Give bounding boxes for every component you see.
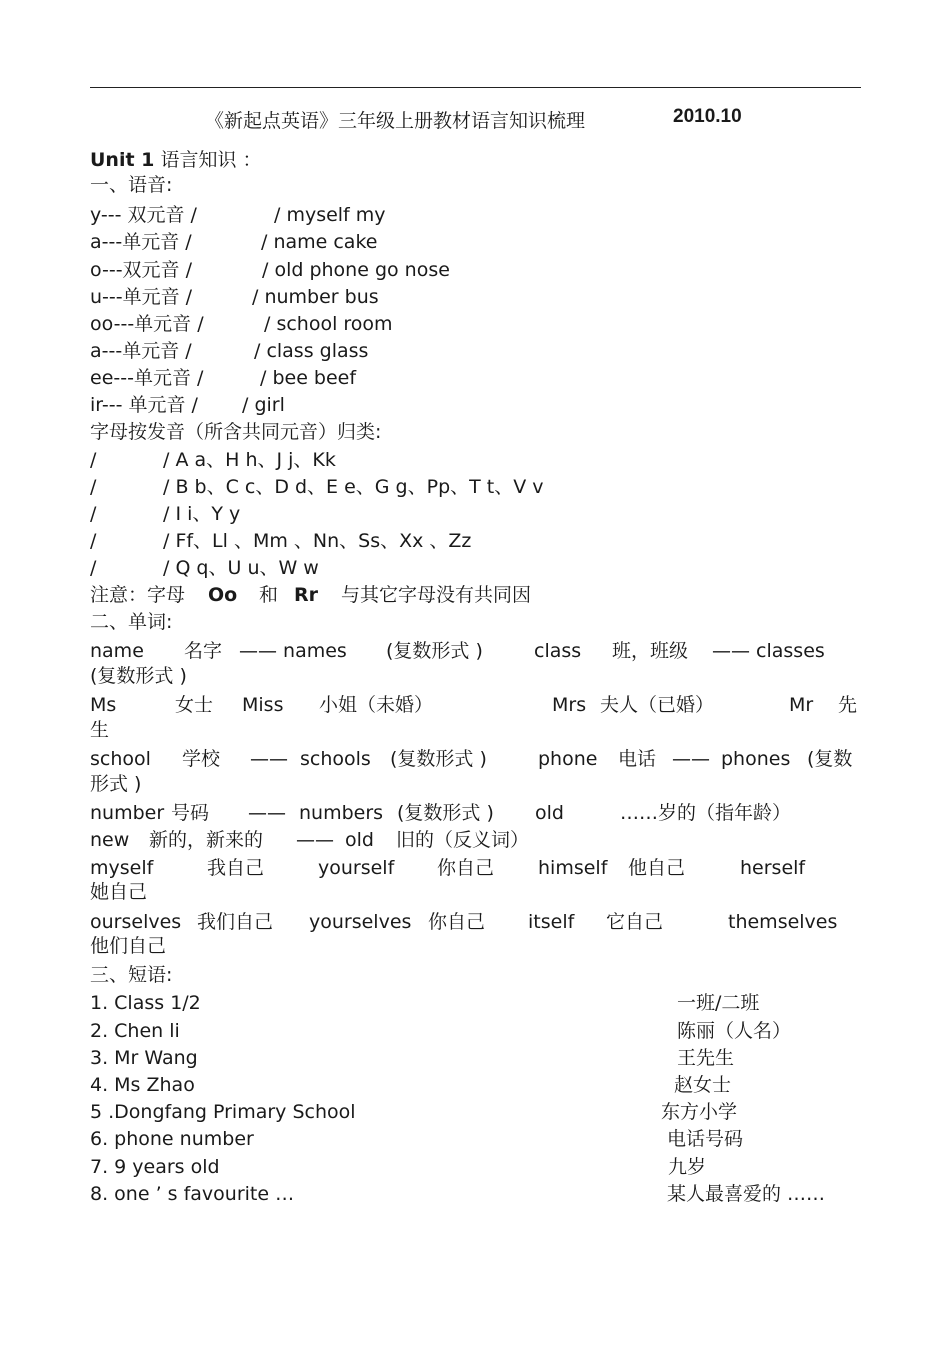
phonics-row-words: / myself my (274, 204, 386, 226)
word-meaning: 我自己 (207, 857, 265, 879)
word-meaning: 它自己 (606, 911, 664, 933)
word-meaning: 班，班级 (612, 640, 689, 662)
word-meaning: 你自己 (437, 857, 495, 879)
phonics-row-words: / girl (242, 394, 285, 416)
words-heading: 二、单词: (90, 611, 173, 633)
word: phone (538, 748, 598, 770)
word-plural: numbers (299, 802, 384, 824)
word-line (90, 639, 861, 663)
word-plural: schools (300, 748, 371, 770)
dash: —— (296, 829, 334, 851)
title-date: 2010.10 (673, 106, 742, 127)
phonics-note (90, 583, 790, 607)
phrase-english: 4. Ms Zhao (90, 1074, 195, 1096)
letter-group-letters: / Ff、Ll 、Mm 、Nn、Ss、Xx 、Zz (163, 530, 472, 552)
word: old (535, 802, 564, 824)
unit-suffix: 语言知识 ： (160, 149, 262, 171)
letter-group (90, 475, 790, 499)
letter-group (90, 556, 790, 580)
letter-group-letters: / Q q、U u、W w (163, 557, 319, 579)
letter-group-letters: / A a、H h、J j、Kk (163, 449, 336, 471)
phrase-english: 1. Class 1/2 (90, 992, 201, 1014)
phrase-english: 8. one ’ s favourite … (90, 1183, 295, 1205)
note-letter-rr: Rr (294, 584, 319, 606)
word: Mrs (552, 694, 587, 716)
phonics-row-sound: o---双元音 / (90, 259, 192, 281)
word: number (90, 802, 165, 824)
slash-mark: / (90, 557, 97, 579)
phonics-row-sound: u---单元音 / (90, 286, 193, 308)
letter-group (90, 502, 790, 526)
word-plural: phones (721, 748, 791, 770)
word-meaning: 新的，新来的 (149, 829, 264, 851)
word-plural: —— names (239, 640, 347, 662)
word-note: (复数形式 ) (386, 640, 483, 662)
note-rest: 与其它字母没有共同因 (341, 584, 532, 606)
word-meaning: ……岁的（指年龄） (620, 802, 792, 824)
word-line-cont: 形式 ) (90, 773, 142, 795)
phonics-row-sound: a---单元音 / (90, 231, 192, 253)
phonics-row (90, 366, 790, 390)
word: yourself (318, 857, 395, 879)
word-line-cont: 他们自己 (90, 935, 167, 957)
word-meaning: 他自己 (628, 857, 686, 879)
phonics-row-words: / class glass (254, 340, 369, 362)
word-line (90, 910, 861, 934)
letter-group (90, 529, 790, 553)
phrase-chinese: 东方小学 (661, 1101, 738, 1123)
header-rule (90, 87, 861, 88)
phonics-row-words: / number bus (252, 286, 379, 308)
phonics-row-words: / name cake (261, 231, 378, 253)
word: itself (528, 911, 575, 933)
slash-mark: / (90, 503, 97, 525)
word-meaning: 先 (838, 694, 858, 716)
word: himself (538, 857, 608, 879)
word-meaning: 旧的（反义词） (396, 829, 530, 851)
word-meaning: 学校 (182, 748, 221, 770)
word-line (90, 856, 861, 880)
phrases-heading: 三、短语: (90, 964, 173, 986)
word-note: (复数 (807, 748, 853, 770)
word: name (90, 640, 144, 662)
phrase-chinese: 陈丽（人名） (677, 1020, 792, 1042)
word: class (534, 640, 582, 662)
word-line (90, 801, 861, 825)
phonics-row (90, 230, 790, 254)
note-text: 注意：字母 (90, 584, 186, 606)
word: Mr (789, 694, 814, 716)
word-meaning: 你自己 (428, 911, 486, 933)
word-line-cont: 她自己 (90, 881, 148, 903)
letter-group (90, 448, 790, 472)
phonics-row-sound: a---单元音 / (90, 340, 192, 362)
phonics-row (90, 285, 790, 309)
word-meaning: 名字 (184, 640, 223, 662)
word: herself (740, 857, 806, 879)
word: school (90, 748, 151, 770)
word: themselves (728, 911, 838, 933)
phonics-row-sound: ee---单元音 / (90, 367, 204, 389)
phonics-heading: 一、语音: (90, 174, 173, 196)
phrase-chinese: 电话号码 (667, 1128, 744, 1150)
word: Miss (242, 694, 284, 716)
unit-heading (90, 148, 261, 172)
phrase-chinese: 九岁 (668, 1156, 707, 1178)
dash: —— (248, 802, 286, 824)
unit-label: Unit 1 (90, 149, 155, 171)
word-line (90, 693, 861, 717)
phonics-row (90, 393, 790, 417)
word: ourselves (90, 911, 182, 933)
dash: —— (672, 748, 710, 770)
letter-group-letters: / B b、C c、D d、E e、G g、Pp、T t、V v (163, 476, 544, 498)
word: myself (90, 857, 154, 879)
title-text: 《新起点英语》三年级上册教材语言知识梳理 (205, 110, 586, 132)
word-line-cont: (复数形式 ) (90, 665, 187, 687)
page-title (205, 106, 742, 133)
phonics-row-sound: ir--- 单元音 / (90, 394, 198, 416)
phonics-row (90, 339, 790, 363)
phrase-chinese: 某人最喜爱的 …… (667, 1183, 826, 1205)
word-meaning: 女士 (175, 694, 214, 716)
slash-mark: / (90, 476, 97, 498)
word: Ms (90, 694, 117, 716)
phrase-english: 3. Mr Wang (90, 1047, 198, 1069)
word: yourselves (309, 911, 412, 933)
phonics-row-words: / bee beef (260, 367, 357, 389)
note-and: 和 (259, 584, 279, 606)
note-letter-oo: Oo (208, 584, 238, 606)
phrase-english: 2. Chen li (90, 1020, 180, 1042)
word-meaning: 我们自己 (197, 911, 274, 933)
phrase-english: 7. 9 years old (90, 1156, 220, 1178)
word-note: (复数形式 ) (390, 748, 487, 770)
word-meaning: 夫人（已婚） (600, 694, 715, 716)
word-line-cont: 生 (90, 719, 110, 741)
phrase-chinese: 王先生 (677, 1047, 735, 1069)
phrase-chinese: 一班/二班 (677, 992, 760, 1014)
word-meaning: 小姐（未婚） (319, 694, 434, 716)
phonics-row-sound: y--- 双元音 / (90, 204, 197, 226)
slash-mark: / (90, 530, 97, 552)
word-line (90, 747, 861, 771)
phonics-row-words: / old phone go nose (262, 259, 450, 281)
phonics-row (90, 258, 790, 282)
word-meaning: 电话 (618, 748, 657, 770)
word-plural: —— classes (712, 640, 825, 662)
slash-mark: / (90, 449, 97, 471)
word-note: (复数形式 ) (397, 802, 494, 824)
dash: —— (250, 748, 288, 770)
phrase-chinese: 赵女士 (674, 1074, 732, 1096)
phonics-row-sound: oo---单元音 / (90, 313, 204, 335)
phrase-english: 6. phone number (90, 1128, 254, 1150)
letter-group-heading: 字母按发音（所含共同元音）归类: (90, 421, 382, 443)
word: old (345, 829, 374, 851)
letter-group-letters: / I i、Y y (163, 503, 241, 525)
phonics-row-words: / school room (264, 313, 393, 335)
phrase-english: 5 .Dongfang Primary School (90, 1101, 356, 1123)
word: new (90, 829, 130, 851)
word-line (90, 828, 861, 852)
word-meaning: 号码 (171, 802, 210, 824)
phonics-row (90, 203, 790, 227)
phonics-row (90, 312, 790, 336)
